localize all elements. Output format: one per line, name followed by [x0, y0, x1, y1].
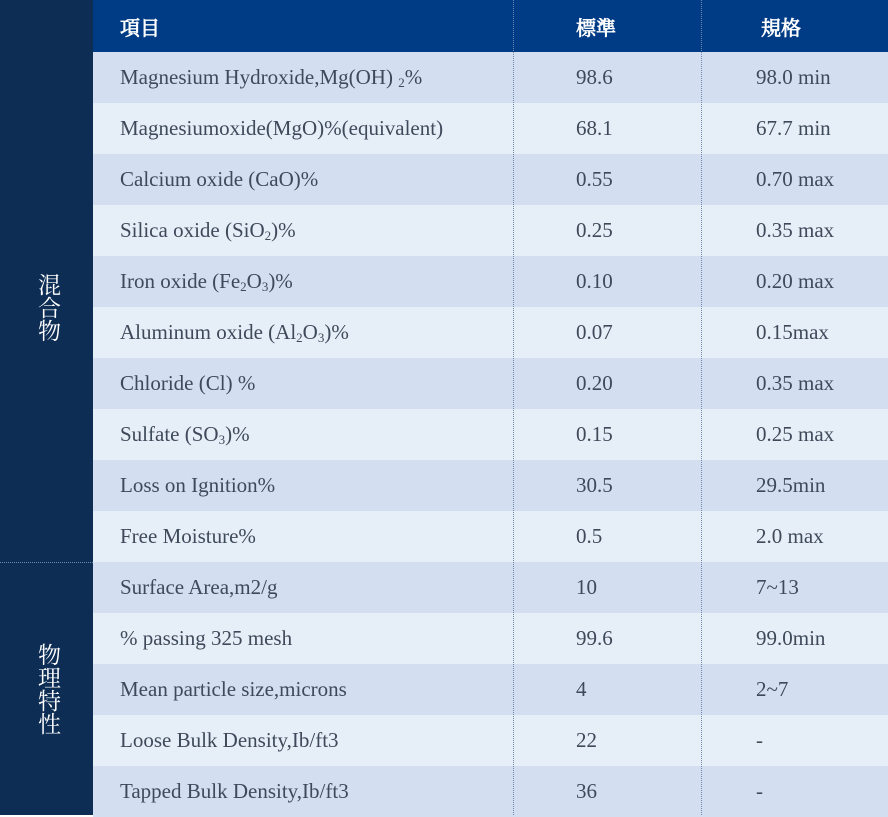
row-item: Free Moisture% — [120, 524, 256, 548]
row-standard: 36 — [576, 779, 597, 803]
column-divider — [513, 0, 514, 815]
table-row — [93, 409, 888, 460]
table-row — [93, 154, 888, 205]
table-row — [93, 205, 888, 256]
table-row — [93, 664, 888, 715]
row-item: Silica oxide (SiO$_2$)% — [120, 218, 296, 243]
row-spec: 29.5min — [756, 473, 826, 497]
table-row — [93, 103, 888, 154]
row-standard: 30.5 — [576, 473, 613, 497]
row-item: Iron oxide $(Fe_2O_3)\%$ — [120, 269, 293, 294]
row-spec: 7~13 — [756, 575, 799, 599]
row-standard: 0.5 — [576, 524, 603, 548]
row-item: Aluminum oxide $(Al_2O_3)\%$ — [120, 320, 349, 345]
group-sidebar — [0, 0, 93, 815]
row-spec: 0.15max — [756, 320, 829, 344]
row-spec: 0.70 max — [756, 167, 835, 191]
row-standard: 0.20 — [576, 371, 613, 395]
table-row — [93, 511, 888, 562]
column-divider — [701, 0, 702, 815]
row-spec: - — [756, 779, 763, 803]
row-spec: 0.20 max — [756, 269, 835, 293]
row-spec: 0.25 max — [756, 422, 835, 446]
table-row — [93, 256, 888, 307]
table-row — [93, 358, 888, 409]
row-item: Chloride (Cl) % — [120, 371, 256, 395]
table-row — [93, 52, 888, 103]
row-item: Surface Area,m2/g — [120, 575, 278, 599]
group-label-physical: 物理特性 — [34, 642, 60, 735]
row-spec: 0.35 max — [756, 371, 835, 395]
table-header — [93, 0, 888, 52]
row-standard: 22 — [576, 728, 597, 752]
row-item: Calcium oxide (CaO)% — [120, 167, 319, 191]
row-item: Mean particle size,microns — [120, 677, 347, 701]
row-spec: 67.7 min — [756, 116, 831, 140]
row-standard: 0.25 — [576, 218, 613, 242]
row-spec: 99.0min — [756, 626, 826, 650]
row-standard: 98.6 — [576, 65, 613, 89]
header-standard: 標準 — [576, 15, 616, 40]
table-row — [93, 766, 888, 817]
row-spec: 98.0 min — [756, 65, 831, 89]
row-spec: - — [756, 728, 763, 752]
table-row — [93, 715, 888, 766]
table-row — [93, 460, 888, 511]
row-spec: 0.35 max — [756, 218, 835, 242]
spec-table — [93, 0, 888, 817]
table-row — [93, 613, 888, 664]
row-standard: 68.1 — [576, 116, 613, 140]
row-standard: 99.6 — [576, 626, 613, 650]
row-standard: 0.07 — [576, 320, 613, 344]
row-standard: 0.15 — [576, 422, 613, 446]
row-standard: 10 — [576, 575, 597, 599]
row-item: % passing 325 mesh — [120, 626, 293, 650]
row-standard: 4 — [576, 677, 587, 701]
row-item: Magnesium Hydroxide,Mg(OH) $_2$% — [120, 65, 423, 90]
row-standard: 0.55 — [576, 167, 613, 191]
header-item: 項目 — [120, 15, 160, 40]
header-spec: 規格 — [761, 15, 801, 40]
row-item: Tapped Bulk Density,Ib/ft3 — [120, 779, 349, 803]
row-item: Sulfate $(SO_3)\%$ — [120, 422, 250, 447]
group-label-mixture: 混合物 — [34, 272, 60, 342]
row-spec: 2.0 max — [756, 524, 824, 548]
table-row — [93, 307, 888, 358]
row-spec: 2~7 — [756, 677, 789, 701]
row-item: Loss on Ignition% — [120, 473, 276, 497]
table-row — [93, 562, 888, 613]
row-standard: 0.10 — [576, 269, 613, 293]
row-item: Loose Bulk Density,Ib/ft3 — [120, 728, 339, 752]
row-item: Magnesiumoxide(MgO)%(equivalent) — [120, 116, 444, 140]
